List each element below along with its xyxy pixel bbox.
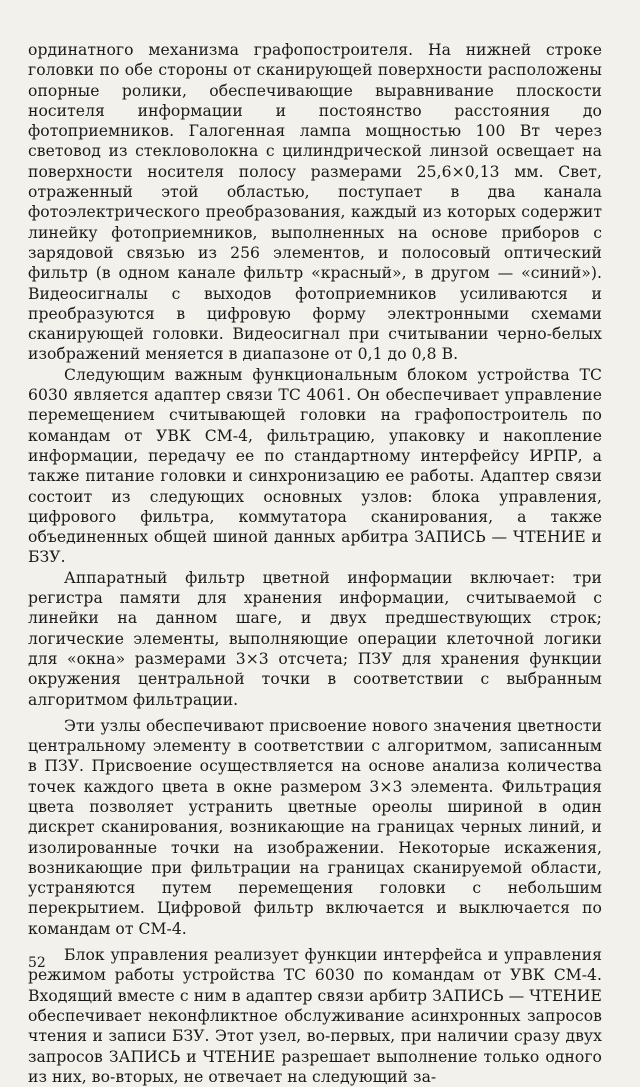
paragraph-control-block: Блок управления реализует функции интерфейса и управления режимом работы устройства ТС 6030 по командам от УВК СМ-4. Входящий вместе с ним в адаптер связи арбитр ЗАПИСЬ — ЧТЕНИЕ обеспечивает неконфликтное обслуживание асинхронных запросов чтения и записи БЗУ. Этот узел, во-первых, при наличии сразу двух запросов ЗАПИСЬ и ЧТЕНИЕ разрешает выполнение только одного из них, во-вторых, не отвечает на следующий за- — [28, 946, 602, 1086]
page-number: 52 — [28, 955, 46, 971]
paragraph-nodes: Эти узлы обеспечивают присвоение нового значения цветности центральному элементу в соответствии с алгоритмом, записанным в ПЗУ. Присвоение осуществляется на основе анализа количества точек каждого цвета в окне размером 3×3 элемента. Фильтрация цвета позволяет устранить цветные ореолы шириной в один дискрет сканирования, возникающие на границах черных линий, и изолированные точки на изображении. Некоторые искажения, возникающие при фильтрации на границах сканируемой области, устраняются путем перемещения головки с небольшим перекрытием. Цифровой фильтр включается и выключается по командам от СМ-4. — [28, 716, 602, 938]
paragraph-continuation: ординатного механизма графопостроителя. На нижней строке головки по обе стороны от сканирующей поверхности расположены опорные ролики, обеспечивающие выравнивание плоскости носителя информации и постоянство расстояния до фотоприемников. Галогенная лампа мощностью 100 Вт через световод из стекловолокна с цилиндрической линзой освещает на поверхности носителя полосу размерами 25,6×0,13 мм. Свет, отраженный этой областью, поступает в два канала фотоэлектрического преобразования, каждый из которых содержит линейку фотоприемников, выполненных на основе приборов с зарядовой связью из 256 элементов, и полосовый оптический фильтр (в одном канале фильтр «красный», в другом — «синий»). Видеосигналы с выходов фотоприемников усиливаются и преобразуются в цифровую форму электронными схемами сканирующей головки. Видеосигнал при считывании черно-белых изображений меняется в диапазоне от 0,1 до 0,8 В. — [28, 41, 602, 364]
paragraph-adapter: Следующим важным функциональным блоком устройства ТС 6030 является адаптер связи ТС 4061. Он обеспечивает управление перемещением считывающей головки на графопостроитель по командам от УВК СМ-4, фильтрацию, упаковку и накопление информации, передачу ее по стандартному интерфейсу ИРПР, а также питание головки и синхронизацию ее работы. Адаптер связи состоит из следующих основных узлов: блока управления, цифрового фильтра, коммутатора сканирования, а также объединенных общей шиной данных арбитра ЗАПИСЬ — ЧТЕНИЕ и БЗУ. — [28, 365, 602, 567]
body-text — [28, 40, 602, 1087]
paragraph-filter: Аппаратный фильтр цветной информации включает: три регистра памяти для хранения информации, считываемой с линейки на данном шаге, и двух предшествующих строк; логические элементы, выполняющие операции клеточной логики для «окна» размерами 3×3 отсчета; ПЗУ для хранения функции окружения центральной точки в соответствии с выбранным алгоритмом фильтрации. — [28, 568, 602, 709]
